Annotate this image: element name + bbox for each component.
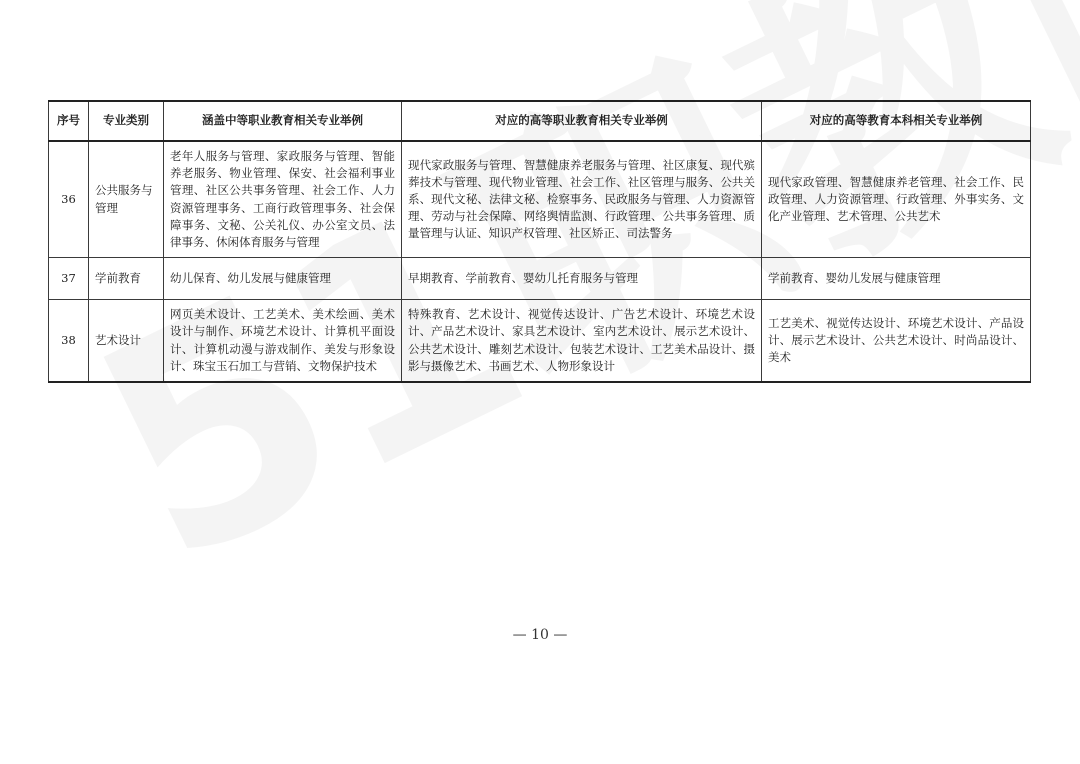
row-undergraduate-majors: 学前教育、婴幼儿发展与健康管理 xyxy=(762,258,1031,300)
col-header-no: 序号 xyxy=(49,101,89,141)
row-vocational-majors: 现代家政服务与管理、智慧健康养老服务与管理、社区康复、现代殡葬技术与管理、现代物业管理、社会工作、社区管理与服务、公共关系、现代文秘、法律文秘、检察事务、民政服务与管理、人力资源管理、劳动与社会保障、网络舆情监测、行政管理、公共事务管理、质量管理与认证、知识产权管理、社区矫正、司法警务 xyxy=(402,141,762,258)
row-vocational-majors: 特殊教育、艺术设计、视觉传达设计、广告艺术设计、环境艺术设计、产品艺术设计、家具艺术设计、室内艺术设计、展示艺术设计、公共艺术设计、雕刻艺术设计、包装艺术设计、工艺美术品设计、摄影与摄像艺术、书画艺术、人物形象设计 xyxy=(402,300,762,382)
row-category: 公共服务与管理 xyxy=(89,141,164,258)
col-header-category: 专业类别 xyxy=(89,101,164,141)
row-number: 38 xyxy=(49,300,89,382)
row-number: 37 xyxy=(49,258,89,300)
row-number: 36 xyxy=(49,141,89,258)
row-secondary-majors: 老年人服务与管理、家政服务与管理、智能养老服务、物业管理、保安、社会福利事业管理、社区公共事务管理、社会工作、人力资源管理事务、工商行政管理事务、社会保障事务、文秘、公关礼仪、办公室文员、法律事务、休闲体育服务与管理 xyxy=(164,141,402,258)
table-row xyxy=(49,300,1031,382)
col-header-secondary: 涵盖中等职业教育相关专业举例 xyxy=(164,101,402,141)
major-table xyxy=(48,100,1031,383)
row-category: 艺术设计 xyxy=(89,300,164,382)
row-category: 学前教育 xyxy=(89,258,164,300)
table-row xyxy=(49,141,1031,258)
row-undergraduate-majors: 现代家政管理、智慧健康养老管理、社会工作、民政管理、人力资源管理、行政管理、外事实务、文化产业管理、艺术管理、公共艺术 xyxy=(762,141,1031,258)
col-header-undergraduate: 对应的高等教育本科相关专业举例 xyxy=(762,101,1031,141)
col-header-vocational: 对应的高等职业教育相关专业举例 xyxy=(402,101,762,141)
row-undergraduate-majors: 工艺美术、视觉传达设计、环境艺术设计、产品设计、展示艺术设计、公共艺术设计、时尚品设计、美术 xyxy=(762,300,1031,382)
row-secondary-majors: 幼儿保育、幼儿发展与健康管理 xyxy=(164,258,402,300)
row-secondary-majors: 网页美术设计、工艺美术、美术绘画、美术设计与制作、环境艺术设计、计算机平面设计、计算机动漫与游戏制作、美发与形象设计、珠宝玉石加工与营销、文物保护技术 xyxy=(164,300,402,382)
row-vocational-majors: 早期教育、学前教育、婴幼儿托育服务与管理 xyxy=(402,258,762,300)
table-row xyxy=(49,258,1031,300)
table-header-row xyxy=(49,101,1031,141)
page-number: — 10 — xyxy=(512,627,568,643)
